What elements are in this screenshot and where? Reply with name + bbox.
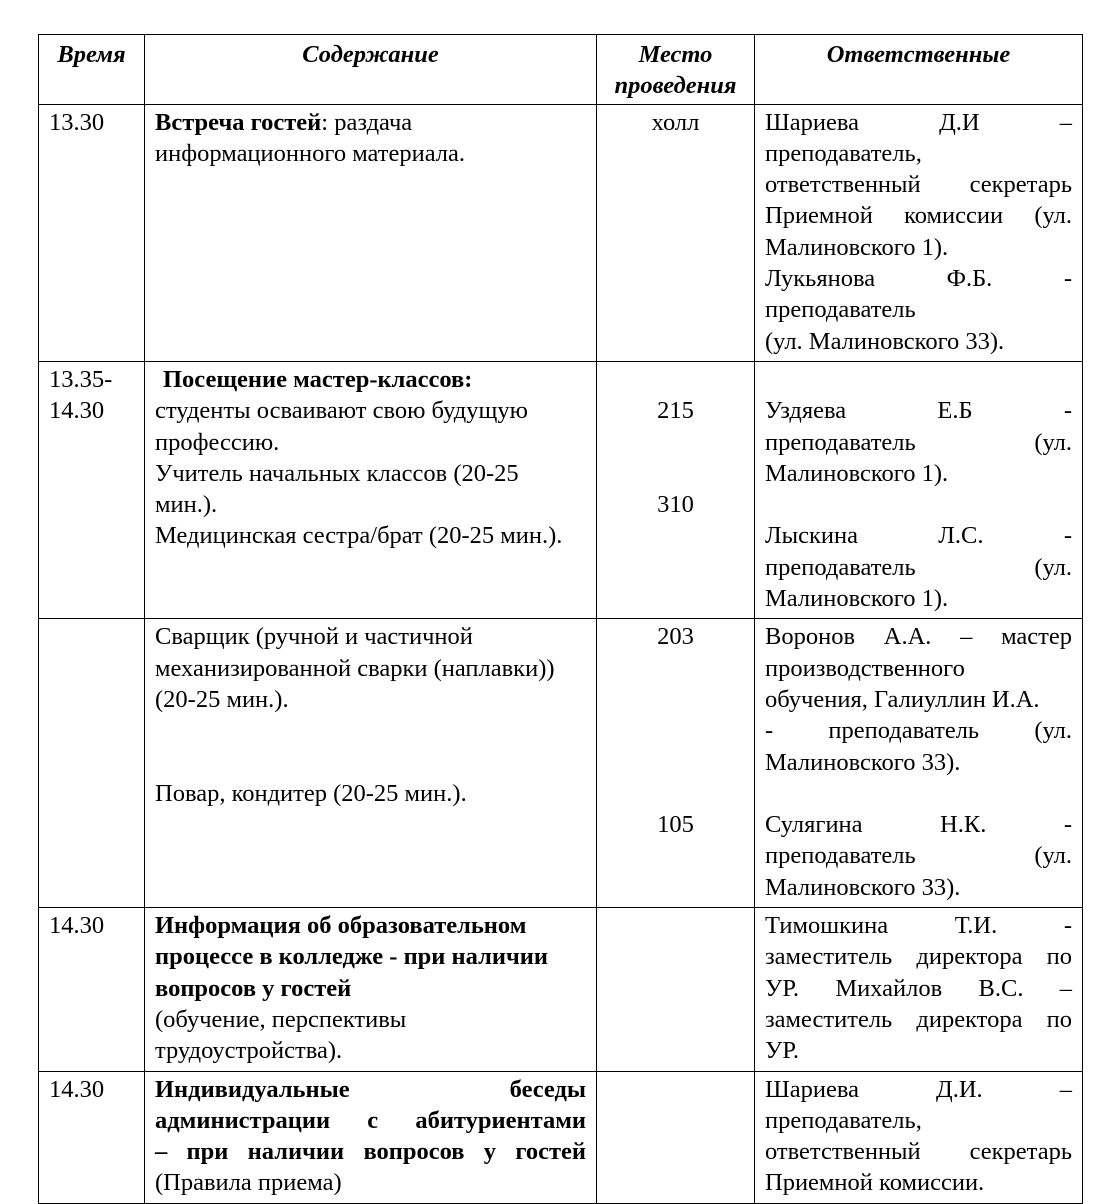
row-content [145,361,597,618]
resp-line: преподаватель (ул. [765,428,1072,456]
resp-line: преподаватель, [765,1106,922,1134]
room-number: 105 [657,811,694,839]
row-place [597,1071,755,1203]
resp-line: Малиновского 1). [765,585,949,613]
row-content [145,908,597,1071]
resp-line: Уздяева Е.Б - [765,397,1072,425]
row-time: 13.35- 14.30 [39,361,145,618]
row-content-rest: (Правила приема) [155,1169,342,1197]
resp-line: (ул. Малиновского 33). [765,327,1005,355]
table-row [39,619,1083,908]
row-place [597,361,755,618]
row-time [39,619,145,908]
master-class-item: Сварщик (ручной и частичной механизированной сварки (наплавки)) (20-25 мин.). [155,623,555,713]
row-content-bold: – при наличии вопросов у гостей [155,1138,586,1166]
row-content-bold: Встреча гостей [155,108,322,136]
row-content-rest: : раздача [321,108,413,136]
row-content-bold: Индивидуальные беседы [155,1075,586,1103]
row-time: 14.30 [39,1071,145,1203]
master-class-item: Учитель начальных классов (20-25 мин.). [155,459,519,519]
room-number: 310 [657,491,694,519]
table-row [39,361,1083,618]
resp-line: производственного [765,654,965,682]
room-number: 203 [657,623,694,651]
header-time: Время [39,35,145,105]
resp-line: Шариева Д.И. – [765,1075,1073,1103]
header-place [597,35,755,105]
row-time: 13.30 [39,104,145,361]
resp-line: заместитель директора по [765,943,1073,971]
table-row [39,1071,1083,1203]
resp-line: ответственный секретарь [765,1138,1072,1166]
resp-line: Шариева Д.И – [765,108,1073,136]
header-row [39,35,1083,105]
room-number: 215 [657,397,694,425]
resp-line: Лыскина Л.С. - [765,522,1072,550]
resp-line: Лукьянова Ф.Б. - [765,265,1073,293]
row-responsible [755,361,1083,618]
row-content [145,619,597,908]
row-time: 14.30 [39,908,145,1071]
resp-line: Малиновского 33). [765,873,961,901]
row-place [597,619,755,908]
row-content-bold: администрации с абитуриентами [155,1106,587,1134]
resp-line: Малиновского 1). [765,459,949,487]
resp-line: Воронов А.А. – мастер [765,623,1072,651]
resp-line: обучения, Галиуллин И.А. [765,685,1040,713]
row-content-rest: (обучение, перспективы трудоустройства). [155,1005,407,1065]
resp-line: преподаватель [765,296,916,324]
header-content: Содержание [145,35,597,105]
header-place-line2: проведения [614,72,737,100]
schedule-table [38,34,1083,1204]
header-place-line1: Место [638,41,713,68]
row-responsible [755,104,1083,361]
row-content [145,1071,597,1203]
resp-line: УР. Михайлов В.С. – [765,974,1073,1002]
resp-line: ответственный секретарь [765,171,1072,199]
resp-line: преподаватель (ул. [765,842,1072,870]
row-content-title: Посещение мастер-классов: [163,365,473,393]
resp-line: преподаватель (ул. [765,553,1072,581]
resp-line: преподаватель, [765,139,922,167]
row-place [597,908,755,1071]
resp-line: Приемной комиссии. [765,1169,985,1197]
row-responsible [755,619,1083,908]
header-responsible: Ответственные [755,35,1083,105]
row-content-bold: Информация об образовательном процессе в колледже - при наличии вопросов у гостей [155,912,549,1002]
resp-line: Сулягина Н.К. - [765,811,1073,839]
resp-line: Приемной комиссии (ул. [765,202,1072,230]
resp-line: Малиновского 33). [765,748,961,776]
row-responsible [755,908,1083,1071]
row-content-line: информационного материала. [155,139,466,167]
resp-line: Тимошкина Т.И. - [765,912,1073,940]
row-content-intro: студенты осваивают свою будущую профессию. [155,397,528,456]
row-place: холл [597,104,755,361]
table-row [39,908,1083,1071]
master-class-item: Повар, кондитер (20-25 мин.). [155,779,467,807]
resp-line: заместитель директора по [765,1005,1073,1033]
resp-line: УР. [765,1037,800,1065]
resp-line: Малиновского 1). [765,233,949,261]
row-responsible [755,1071,1083,1203]
resp-line: - преподаватель (ул. [765,717,1072,745]
row-content [145,104,597,361]
master-class-item: Медицинская сестра/брат (20-25 мин.). [155,522,563,550]
table-row [39,104,1083,361]
